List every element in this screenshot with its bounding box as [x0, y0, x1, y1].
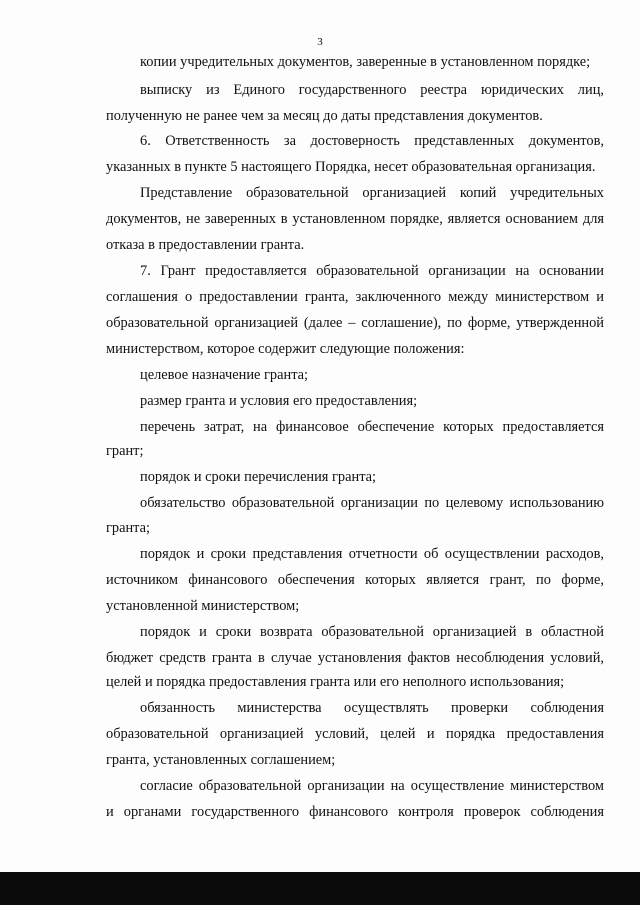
text-line: Представление образовательной организацией копий учредительных: [140, 185, 604, 201]
scan-border-bar: [0, 872, 640, 905]
text-line: обязательство образовательной организации по целевому использованию: [140, 495, 604, 511]
text-line: грант;: [106, 443, 144, 459]
text-line: выписку из Единого государственного реестра юридических лиц,: [140, 82, 604, 98]
text-line: гранта, установленных соглашением;: [106, 752, 336, 768]
text-line: копии учредительных документов, заверенные в установленном порядке;: [140, 54, 591, 70]
text-line: порядок и сроки представления отчетности об осуществлении расходов,: [140, 546, 604, 562]
text-line: 6. Ответственность за достоверность представленных документов,: [140, 133, 604, 149]
text-line: полученную не ранее чем за месяц до даты представления документов.: [106, 108, 543, 124]
text-line: министерством, которое содержит следующие положения:: [106, 341, 465, 357]
text-line: обязанность министерства осуществлять проверки соблюдения: [140, 700, 604, 716]
text-line: документов, не заверенных в установленном порядке, является основанием для: [106, 211, 604, 227]
text-line: целей и порядка предоставления гранта или его неполного использования;: [106, 674, 565, 690]
text-line: источником финансового обеспечения которых является грант, по форме,: [106, 572, 604, 588]
text-line: и органами государственного финансового контроля проверок соблюдения: [106, 804, 604, 820]
text-line: 7. Грант предоставляется образовательной организации на основании: [140, 263, 604, 279]
text-line: гранта;: [106, 520, 151, 536]
text-line: образовательной организацией (далее – соглашение), по форме, утвержденной: [106, 315, 604, 331]
page-number: 3: [317, 36, 323, 48]
text-line: порядок и сроки возврата образовательной организацией в областной: [140, 624, 604, 640]
text-line: согласие образовательной организации на осуществление министерством: [140, 778, 604, 794]
text-line: отказа в предоставлении гранта.: [106, 237, 305, 253]
text-line: бюджет средств гранта в случае установления фактов несоблюдения условий,: [106, 650, 604, 666]
text-line: установленной министерством;: [106, 598, 300, 614]
text-line: образовательной организацией условий, целей и порядка предоставления: [106, 726, 604, 742]
text-line: порядок и сроки перечисления гранта;: [140, 469, 377, 485]
text-line: перечень затрат, на финансовое обеспечение которых предоставляется: [140, 419, 604, 435]
text-line: целевое назначение гранта;: [140, 367, 309, 383]
text-line: указанных в пункте 5 настоящего Порядка, несет образовательная организация.: [106, 159, 596, 175]
text-line: размер гранта и условия его предоставления;: [140, 393, 418, 409]
text-line: соглашения о предоставлении гранта, заключенного между министерством и: [106, 289, 604, 305]
